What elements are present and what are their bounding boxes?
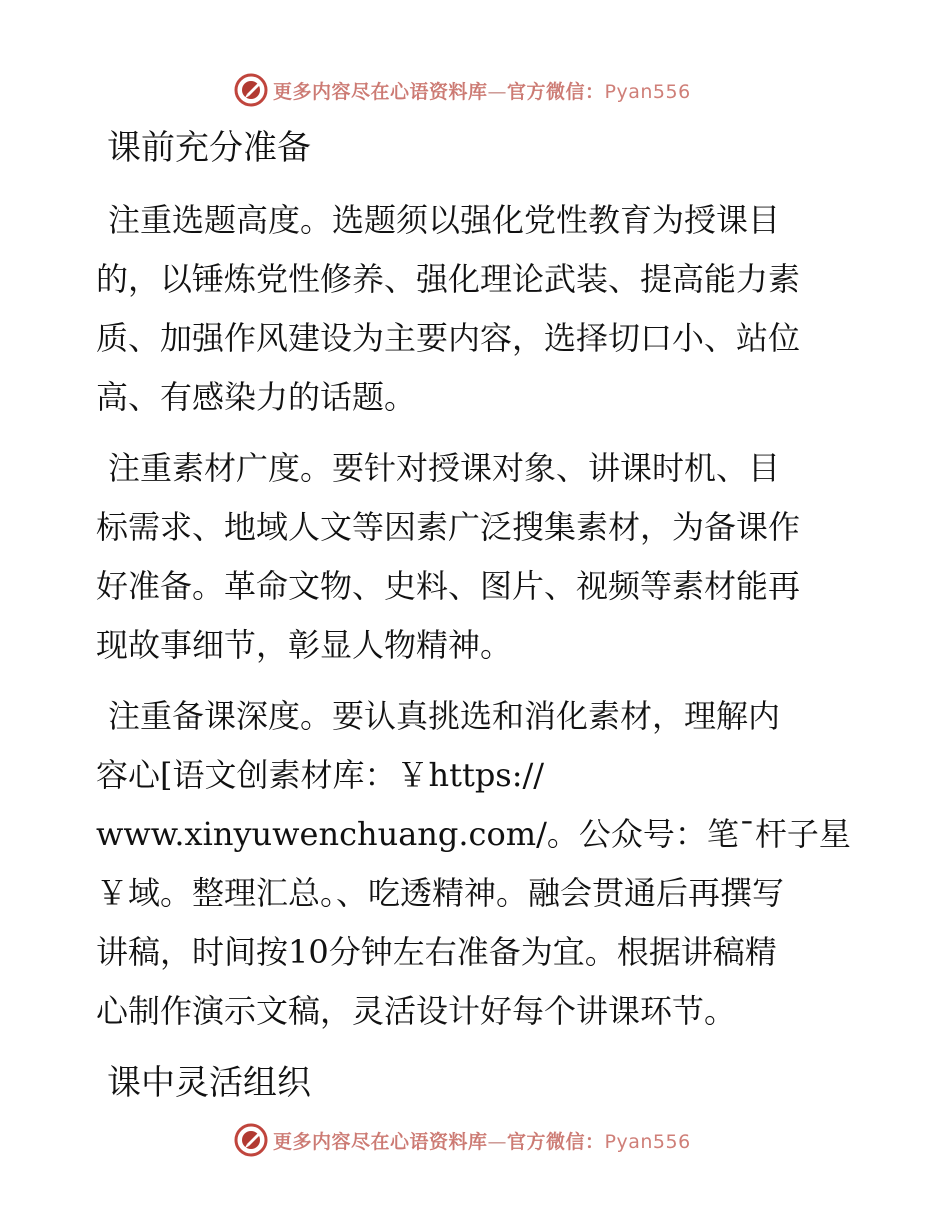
banner-site-name: 更多内容尽在心语资料库 <box>273 1130 488 1153</box>
pen-logo-icon <box>233 72 269 108</box>
paragraph-line: 标需求、地域人文等因素广泛搜集素材，为备课作 <box>96 508 801 546</box>
paragraph-line: 的，以锤炼党性修养、强化理论武装、提高能力素 <box>96 260 801 298</box>
paragraph-material-breadth <box>96 439 866 675</box>
paragraph-line: 好准备。革命文物、史料、图片、视频等素材能再 <box>96 567 801 605</box>
paragraph-line: 容心[语文创素材库：￥https:// <box>96 756 545 794</box>
paragraph-topic-height <box>96 191 866 427</box>
paragraph-line: 质、加强作风建设为主要内容，选择切口小、站位 <box>96 319 801 357</box>
paragraph-line: 注重素材广度。要针对授课对象、讲课时机、目 <box>108 449 781 487</box>
paragraph-line: www.xinyuwenchuang.com/。公众号：笔¯杆子星 <box>96 815 851 853</box>
header-watermark-banner <box>233 72 691 108</box>
paragraph-line: ￥域。整理汇总。、吃透精神。融会贯通后再撰写 <box>96 874 785 912</box>
section-heading-delivery: 课中灵活组织 <box>107 1063 311 1103</box>
banner-dash: — <box>487 1130 508 1153</box>
banner-wechat-label: 官方微信： <box>507 1130 605 1153</box>
pen-logo-icon <box>233 1122 269 1158</box>
paragraph-line: 注重选题高度。选题须以强化党性教育为授课目 <box>108 201 781 239</box>
banner-wechat-id: Pyan556 <box>604 1130 691 1153</box>
banner-dash: — <box>487 80 508 103</box>
paragraph-line: 现故事细节，彰显人物精神。 <box>96 626 513 664</box>
paragraph-prep-depth <box>96 687 866 1041</box>
banner-site-name: 更多内容尽在心语资料库 <box>273 80 488 103</box>
paragraph-line: 注重备课深度。要认真挑选和消化素材，理解内 <box>108 697 781 735</box>
paragraph-line: 高、有感染力的话题。 <box>96 378 417 416</box>
banner-wechat-label: 官方微信： <box>507 80 605 103</box>
paragraph-line: 心制作演示文稿，灵活设计好每个讲课环节。 <box>96 992 737 1030</box>
section-heading-prep: 课前充分准备 <box>107 128 311 168</box>
banner-wechat-id: Pyan556 <box>604 80 691 103</box>
paragraph-line: 讲稿，时间按10分钟左右准备为宜。根据讲稿精 <box>96 933 777 971</box>
footer-watermark-banner <box>233 1122 691 1158</box>
